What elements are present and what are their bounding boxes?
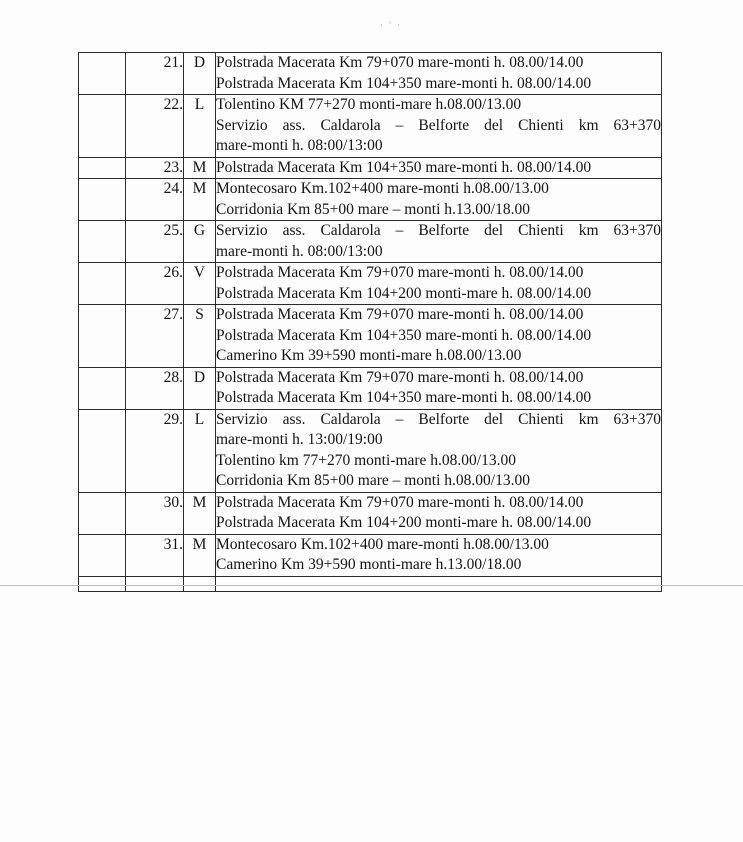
service-line: Montecosaro Km.102+400 mare-monti h.08.00/13.00 [216, 180, 549, 197]
empty-cell [79, 576, 126, 591]
service-line: Polstrada Macerata Km 104+350 mare-monti h. 08.00/14.00 [216, 389, 592, 406]
service-line: Servizio ass. Caldarola – Belforte del Chienti km 63+370 [216, 116, 661, 134]
empty-cell [79, 263, 126, 305]
day-number: 26. [126, 263, 184, 305]
service-description [216, 95, 662, 158]
table-row [79, 534, 662, 576]
weekday-letter: L [184, 409, 216, 492]
service-line: mare-monti h. 08:00/13:00 [216, 137, 383, 154]
day-number: 28. [126, 367, 184, 409]
day-number: 23. [126, 157, 184, 179]
table-row [79, 305, 662, 368]
service-line: Montecosaro Km.102+400 mare-monti h.08.00/13.00 [216, 535, 549, 553]
table-row [79, 53, 662, 95]
empty-cell [79, 53, 126, 95]
service-description [216, 263, 662, 305]
weekday-letter: S [184, 305, 216, 368]
service-description [216, 409, 662, 492]
scan-mark: · ' · [380, 20, 403, 30]
service-line: Camerino Km 39+590 monti-mare h.13.00/18.00 [216, 556, 522, 573]
service-description [216, 305, 662, 368]
empty-cell [79, 367, 126, 409]
service-line: Polstrada Macerata Km 104+350 mare-monti h. 08.00/14.00 [216, 158, 592, 176]
table-row [79, 492, 662, 534]
day-number: 29. [126, 409, 184, 492]
day-number: 25. [126, 221, 184, 263]
service-line: Polstrada Macerata Km 79+070 mare-monti h. 08.00/14.00 [216, 368, 584, 386]
empty-cell [79, 179, 126, 221]
day-number: 24. [126, 179, 184, 221]
weekday-letter: M [184, 492, 216, 534]
schedule-table [78, 52, 662, 592]
weekday-letter: D [184, 53, 216, 95]
service-description [216, 367, 662, 409]
table-row [79, 263, 662, 305]
weekday-letter: D [184, 367, 216, 409]
service-line: mare-monti h. 08:00/13:00 [216, 242, 383, 260]
empty-cell [216, 576, 662, 591]
service-line: Tolentino KM 77+270 monti-mare h.08.00/13.00 [216, 96, 522, 113]
empty-cell [79, 409, 126, 492]
service-line: Polstrada Macerata Km 104+350 mare-monti h. 08.00/14.00 [216, 326, 592, 344]
day-number: 31. [126, 534, 184, 576]
table-row [79, 157, 662, 179]
service-description [216, 53, 662, 95]
empty-cell [79, 534, 126, 576]
service-description [216, 179, 662, 221]
empty-cell [184, 576, 216, 591]
table-row [79, 95, 662, 158]
table-row [79, 221, 662, 263]
service-line: Polstrada Macerata Km 79+070 mare-monti h. 08.00/14.00 [216, 306, 584, 323]
service-line: Polstrada Macerata Km 104+200 monti-mare h. 08.00/14.00 [216, 514, 592, 531]
table-row [79, 179, 662, 221]
service-line: mare-monti h. 13:00/19:00 [216, 431, 383, 448]
service-line: Servizio ass. Caldarola – Belforte del Chienti km 63+370 [216, 222, 661, 239]
day-number: 30. [126, 492, 184, 534]
day-number: 22. [126, 95, 184, 158]
service-line: Polstrada Macerata Km 104+200 monti-mare h. 08.00/14.00 [216, 284, 592, 302]
scan-edge-line [0, 585, 743, 586]
weekday-letter: M [184, 534, 216, 576]
service-line: Corridonia Km 85+00 mare – monti h.13.00/18.00 [216, 200, 530, 218]
weekday-letter: L [184, 95, 216, 158]
service-line: Polstrada Macerata Km 104+350 mare-monti h. 08.00/14.00 [216, 74, 592, 92]
day-number: 27. [126, 305, 184, 368]
service-description [216, 221, 662, 263]
table-row [79, 367, 662, 409]
empty-cell [79, 305, 126, 368]
day-number: 21. [126, 53, 184, 95]
empty-cell [79, 157, 126, 179]
table-row [79, 409, 662, 492]
service-line: Corridonia Km 85+00 mare – monti h.08.00/13.00 [216, 472, 530, 489]
service-line: Polstrada Macerata Km 79+070 mare-monti h. 08.00/14.00 [216, 264, 584, 281]
service-line: Camerino Km 39+590 monti-mare h.08.00/13.00 [216, 347, 522, 364]
empty-cell [79, 221, 126, 263]
weekday-letter: M [184, 179, 216, 221]
empty-cell [79, 95, 126, 158]
service-line: Tolentino km 77+270 monti-mare h.08.00/13.00 [216, 451, 516, 469]
service-description [216, 534, 662, 576]
service-line: Polstrada Macerata Km 79+070 mare-monti h. 08.00/14.00 [216, 493, 584, 511]
service-line: Servizio ass. Caldarola – Belforte del Chienti km 63+370 [216, 410, 661, 428]
weekday-letter: M [184, 157, 216, 179]
weekday-letter: V [184, 263, 216, 305]
schedule-body [79, 53, 662, 592]
weekday-letter: G [184, 221, 216, 263]
empty-cell [126, 576, 184, 591]
empty-cell [79, 492, 126, 534]
service-line: Polstrada Macerata Km 79+070 mare-monti h. 08.00/14.00 [216, 54, 584, 71]
service-description [216, 157, 662, 179]
table-row-empty [79, 576, 662, 591]
service-description [216, 492, 662, 534]
